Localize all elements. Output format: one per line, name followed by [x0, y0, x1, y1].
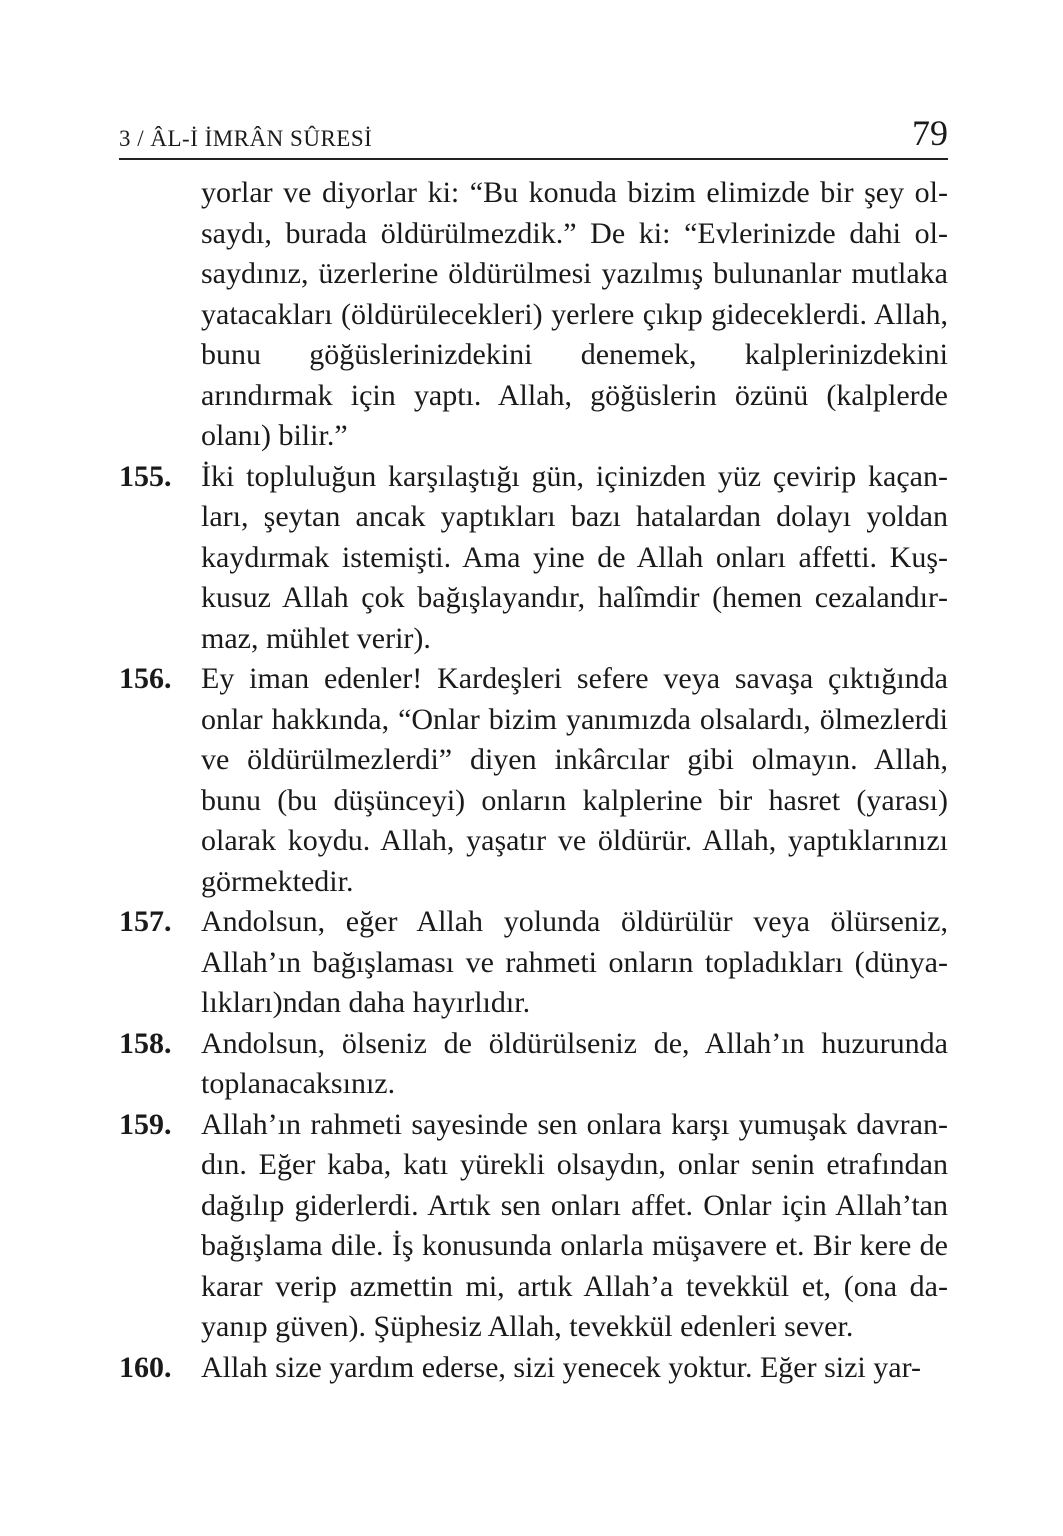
running-head: 3 / ÂL-İ İMRÂN SÛRESİ — [119, 126, 373, 151]
verse-156 — [119, 659, 948, 902]
verse-159 — [119, 1105, 948, 1348]
verse-160 — [119, 1348, 948, 1389]
verse-155 — [119, 457, 948, 660]
verse-number: 160. — [119, 1350, 172, 1384]
verse-158 — [119, 1024, 948, 1105]
verse-text: İki topluluğun karşılaştığı gün, içinizden yüz çevirip kaçanları, şeytan ancak yaptıkları bazı hatalardan dolayı yoldan kaydırmak istemişti. Ama yine de Allah onları affetti. Kuşkusuz Allah çok bağışlayandır, halîmdir (hemen cezalandırmaz, mühlet verir). — [201, 459, 948, 655]
verse-number: 158. — [119, 1026, 172, 1060]
verse-text: Ey iman edenler! Kardeşleri sefere veya savaşa çıktığında onlar hakkında, “Onlar bizim yanımızda olsalardı, ölmezlerdi ve öldürülmezlerdi” diyen inkârcılar gibi olmayın. Allah, bunu (bu düşünceyi) onların kalplerine bir hasret (yarası) olarak koydu. Allah, yaşatır ve öldürür. Allah, yaptıklarınızı görmektedir. — [201, 662, 948, 898]
verse-continuation — [119, 173, 948, 457]
verse-text: yorlar ve diyorlar ki: “Bu konuda bizim elimizde bir şey olsaydı, burada öldürülmezdik.” De ki: “Evlerinizde dahi olsaydınız, üzerlerine öldürülmesi yazılmış bulunanlar mutlaka yatacakları (öldürülecekleri) yerlere çıkıp gideceklerdi. Allah, bunu göğüslerinizdekini denemek, kalplerinizdekini arındırmak için yaptı. Allah, göğüslerin özünü (kalplerde olanı) bilir.” — [201, 176, 948, 452]
verse-number: 156. — [119, 662, 172, 695]
verse-text: Allah’ın rahmeti sayesinde sen onlara karşı yumuşak davrandın. Eğer kaba, katı yürekli olsaydın, onlar senin etrafından dağılıp giderlerdi. Artık sen onları affet. Onlar için Allah’tan bağışlama dile. İş konusunda onlarla müşavere et. Bir kere de karar verip azmettin mi, artık Allah’a tevekkül et, (ona dayanıp güven). Şüphesiz Allah, tevekkül edenleri sever. — [201, 1107, 948, 1343]
page-header — [119, 112, 948, 160]
page-number: 79 — [912, 113, 948, 153]
verse-number: 157. — [119, 905, 172, 938]
verse-number: 159. — [119, 1107, 172, 1141]
verse-157 — [119, 902, 948, 1024]
verse-number: 155. — [119, 459, 172, 493]
verse-text: Andolsun, eğer Allah yolunda öldürülür veya ölürseniz, Allah’ın bağışlaması ve rahmeti onların topladıkları (dünyalıkları)ndan daha hayırlıdır. — [201, 905, 948, 1019]
page-body — [119, 173, 948, 1388]
verse-text: Allah size yardım ederse, sizi yenecek yoktur. Eğer sizi yar- — [201, 1350, 921, 1384]
verse-text: Andolsun, ölseniz de öldürülseniz de, Allah’ın huzurunda toplanacaksınız. — [201, 1026, 948, 1100]
